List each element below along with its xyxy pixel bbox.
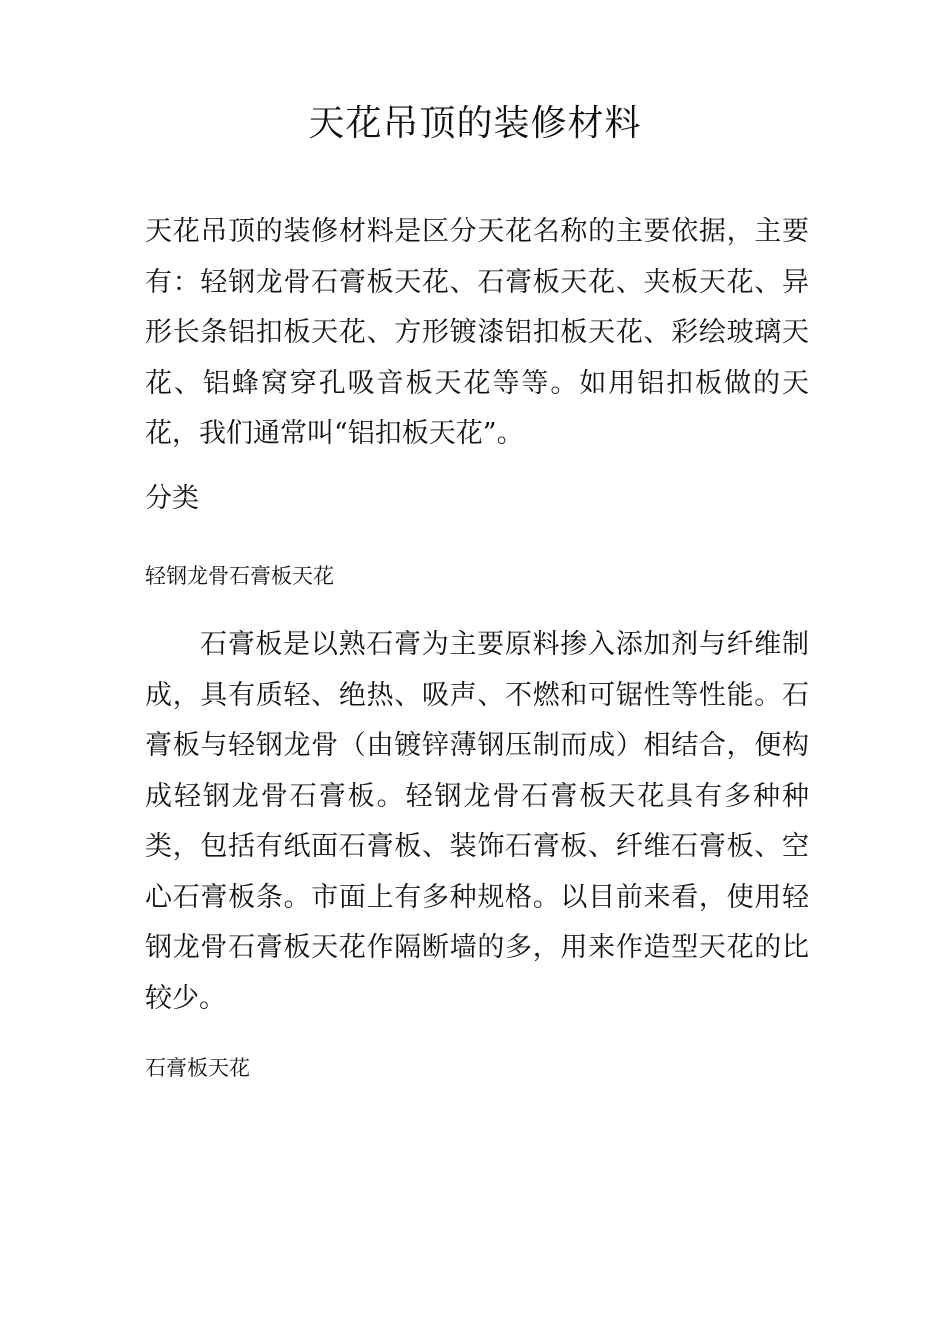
subheading-light-steel-gypsum-ceiling: 轻钢龙骨石膏板天花 <box>145 564 334 588</box>
paragraph-light-steel-gypsum-ceiling: 石膏板是以熟石膏为主要原料掺入添加剂与纤维制成，具有质轻、绝热、吸声、不燃和可锯性等性能。石膏板与轻钢龙骨（由镀锌薄钢压制而成）相结合，便构成轻钢龙骨石膏板。轻钢龙骨石膏板天花具有多种种类，包括有纸面石膏板、装饰石膏板、纤维石膏板、空心石膏板条。市面上有多种规格。以目前来看，使用轻钢龙骨石膏板天花作隔断墙的多，用来作造型天花的比较少。 <box>145 629 809 1014</box>
intro-paragraph: 天花吊顶的装修材料是区分天花名称的主要依据，主要有：轻钢龙骨石膏板天花、石膏板天花、夹板天花、异形长条铝扣板天花、方形镀漆铝扣板天花、彩绘玻璃天花、铝蜂窝穿孔吸音板天花等等。如用铝扣板做的天花，我们通常叫“铝扣板天花”。 <box>145 216 809 449</box>
section-heading-classification: 分类 <box>145 483 199 514</box>
subheading-gypsum-board-ceiling: 石膏板天花 <box>145 1056 250 1080</box>
document-title: 天花吊顶的装修材料 <box>308 103 642 144</box>
